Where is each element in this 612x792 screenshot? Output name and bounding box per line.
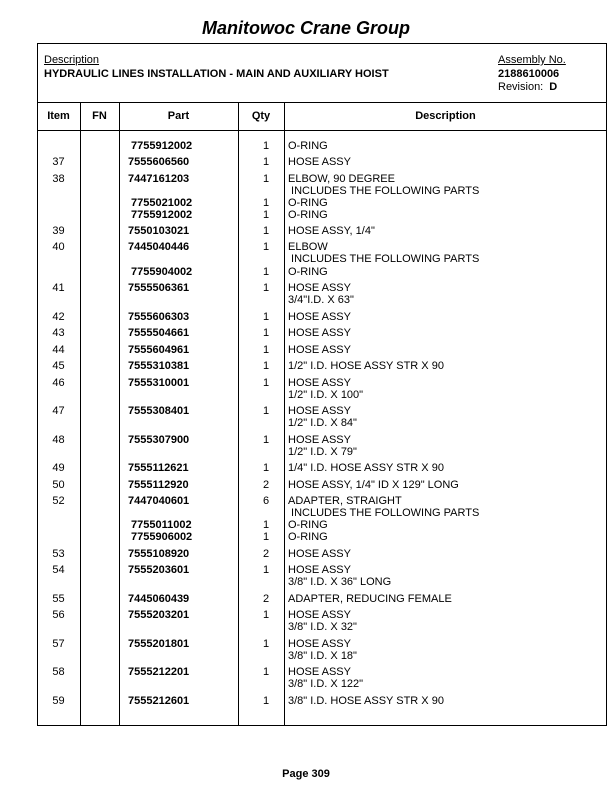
quantity: 1 <box>262 564 270 576</box>
item-number: 47 <box>52 405 65 417</box>
part-description: O-RING <box>288 140 328 152</box>
part-number: 7755912002 <box>131 140 193 152</box>
quantity: 1 <box>262 241 270 253</box>
quantity: 1 <box>262 225 270 237</box>
part-number: 7755906002 <box>131 531 193 543</box>
item-number: 41 <box>52 282 65 294</box>
part-number: 7555203201 <box>128 609 190 621</box>
part-number: 7755021002 <box>131 197 193 209</box>
description-label: Description <box>44 54 100 66</box>
item-number: 59 <box>52 695 65 707</box>
part-number: 7555606560 <box>128 156 190 168</box>
part-number: 7445040446 <box>128 241 190 253</box>
quantity: 2 <box>262 593 270 605</box>
part-number: 7550103021 <box>128 225 190 237</box>
item-number: 39 <box>52 225 65 237</box>
quantity: 1 <box>262 462 270 474</box>
part-description: HOSE ASSY <box>288 311 351 323</box>
quantity: 1 <box>262 140 270 152</box>
part-number: 7755011002 <box>131 519 192 531</box>
part-number: 7447040601 <box>128 495 190 507</box>
revision <box>498 81 557 93</box>
quantity: 6 <box>262 495 270 507</box>
quantity: 1 <box>262 405 270 417</box>
column-header-fn: FN <box>92 110 107 122</box>
assembly-number-label: Assembly No. <box>498 54 566 66</box>
column-header-qty: Qty <box>251 110 271 122</box>
column-header-item: Item <box>47 110 70 122</box>
item-number: 56 <box>52 609 65 621</box>
part-description: HOSE ASSY 3/8" I.D. X 122" <box>288 666 364 690</box>
part-number: 7555112621 <box>128 462 189 474</box>
part-description: ELBOW, 90 DEGREE INCLUDES THE FOLLOWING PARTS <box>288 173 480 197</box>
part-description: HOSE ASSY 1/2" I.D. X 79" <box>288 434 357 458</box>
part-description: O-RING <box>288 519 328 531</box>
part-description: HOSE ASSY 3/8" I.D. X 36" LONG <box>288 564 392 588</box>
part-description: HOSE ASSY 1/2" I.D. X 84" <box>288 405 357 429</box>
part-description: O-RING <box>288 197 328 209</box>
item-number: 40 <box>52 241 65 253</box>
page-number: Page 309 <box>282 768 330 780</box>
part-number: 7445060439 <box>128 593 190 605</box>
quantity: 1 <box>262 173 270 185</box>
assembly-description: HYDRAULIC LINES INSTALLATION - MAIN AND AUXILIARY HOIST <box>44 68 389 80</box>
part-description: HOSE ASSY <box>288 327 351 339</box>
part-number: 7555201801 <box>128 638 190 650</box>
item-number: 48 <box>52 434 65 446</box>
item-number: 52 <box>52 495 65 507</box>
quantity: 1 <box>262 266 270 278</box>
part-number: 7555604961 <box>128 344 190 356</box>
quantity: 1 <box>262 377 270 389</box>
part-description: HOSE ASSY 3/8" I.D. X 32" <box>288 609 357 633</box>
part-description: O-RING <box>288 266 328 278</box>
quantity: 1 <box>262 282 270 294</box>
item-number: 57 <box>52 638 65 650</box>
column-header-description: Description <box>415 110 476 122</box>
part-number: 7555112920 <box>128 479 189 491</box>
part-description: ELBOW INCLUDES THE FOLLOWING PARTS <box>288 241 480 265</box>
part-description: O-RING <box>288 209 328 221</box>
part-number: 7555307900 <box>128 434 190 446</box>
part-description: 3/8" I.D. HOSE ASSY STR X 90 <box>288 695 444 707</box>
item-number: 46 <box>52 377 65 389</box>
item-number: 42 <box>52 311 65 323</box>
part-description: O-RING <box>288 531 328 543</box>
column-divider <box>119 102 120 726</box>
quantity: 1 <box>262 531 270 543</box>
quantity: 1 <box>262 327 270 339</box>
quantity: 1 <box>262 197 270 209</box>
part-number: 7555606303 <box>128 311 190 323</box>
assembly-number: 2188610006 <box>498 68 560 80</box>
revision-label: Revision: <box>498 81 544 93</box>
part-number: 7447161203 <box>128 173 190 185</box>
quantity: 1 <box>262 695 270 707</box>
part-number: 7755904002 <box>131 266 193 278</box>
item-number: 50 <box>52 479 65 491</box>
quantity: 2 <box>262 548 270 560</box>
part-description: HOSE ASSY, 1/4" <box>288 225 375 237</box>
quantity: 1 <box>262 209 270 221</box>
quantity: 1 <box>262 609 270 621</box>
column-header-part: Part <box>167 110 190 122</box>
part-number: 7555212601 <box>128 695 190 707</box>
item-number: 43 <box>52 327 65 339</box>
part-number: 7555212201 <box>128 666 190 678</box>
item-number: 53 <box>52 548 65 560</box>
quantity: 1 <box>262 519 270 531</box>
header-divider <box>37 102 607 103</box>
item-number: 55 <box>52 593 65 605</box>
part-number: 7555108920 <box>128 548 190 560</box>
quantity: 1 <box>262 434 270 446</box>
part-description: HOSE ASSY <box>288 548 351 560</box>
quantity: 1 <box>262 666 270 678</box>
part-description: HOSE ASSY <box>288 344 351 356</box>
quantity: 1 <box>262 360 270 372</box>
item-number: 37 <box>52 156 65 168</box>
document-title: Manitowoc Crane Group <box>201 18 410 38</box>
part-description: 1/4" I.D. HOSE ASSY STR X 90 <box>288 462 444 474</box>
column-divider <box>80 102 81 726</box>
part-description: HOSE ASSY 3/4"I.D. X 63" <box>288 282 354 306</box>
quantity: 1 <box>262 156 270 168</box>
part-description: HOSE ASSY <box>288 156 351 168</box>
quantity: 1 <box>262 311 270 323</box>
part-description: HOSE ASSY, 1/4" ID X 129" LONG <box>288 479 459 491</box>
column-header-divider <box>37 130 607 131</box>
quantity: 1 <box>262 344 270 356</box>
quantity: 2 <box>262 479 270 491</box>
part-number: 7555504661 <box>128 327 190 339</box>
part-number: 7555203601 <box>128 564 190 576</box>
item-number: 49 <box>52 462 65 474</box>
item-number: 54 <box>52 564 65 576</box>
part-description: 1/2" I.D. HOSE ASSY STR X 90 <box>288 360 444 372</box>
part-number: 7555308401 <box>128 405 190 417</box>
item-number: 38 <box>52 173 65 185</box>
part-number: 7555310381 <box>128 360 190 372</box>
part-description: HOSE ASSY 1/2" I.D. X 100" <box>288 377 364 401</box>
part-description: ADAPTER, STRAIGHT INCLUDES THE FOLLOWING PARTS <box>288 495 480 519</box>
item-number: 58 <box>52 666 65 678</box>
revision-value: D <box>549 81 558 93</box>
part-number: 7755912002 <box>131 209 193 221</box>
part-description: ADAPTER, REDUCING FEMALE <box>288 593 452 605</box>
quantity: 1 <box>262 638 270 650</box>
part-number: 7555506361 <box>128 282 190 294</box>
part-number: 7555310001 <box>128 377 190 389</box>
item-number: 44 <box>52 344 65 356</box>
part-description: HOSE ASSY 3/8" I.D. X 18" <box>288 638 357 662</box>
item-number: 45 <box>52 360 65 372</box>
